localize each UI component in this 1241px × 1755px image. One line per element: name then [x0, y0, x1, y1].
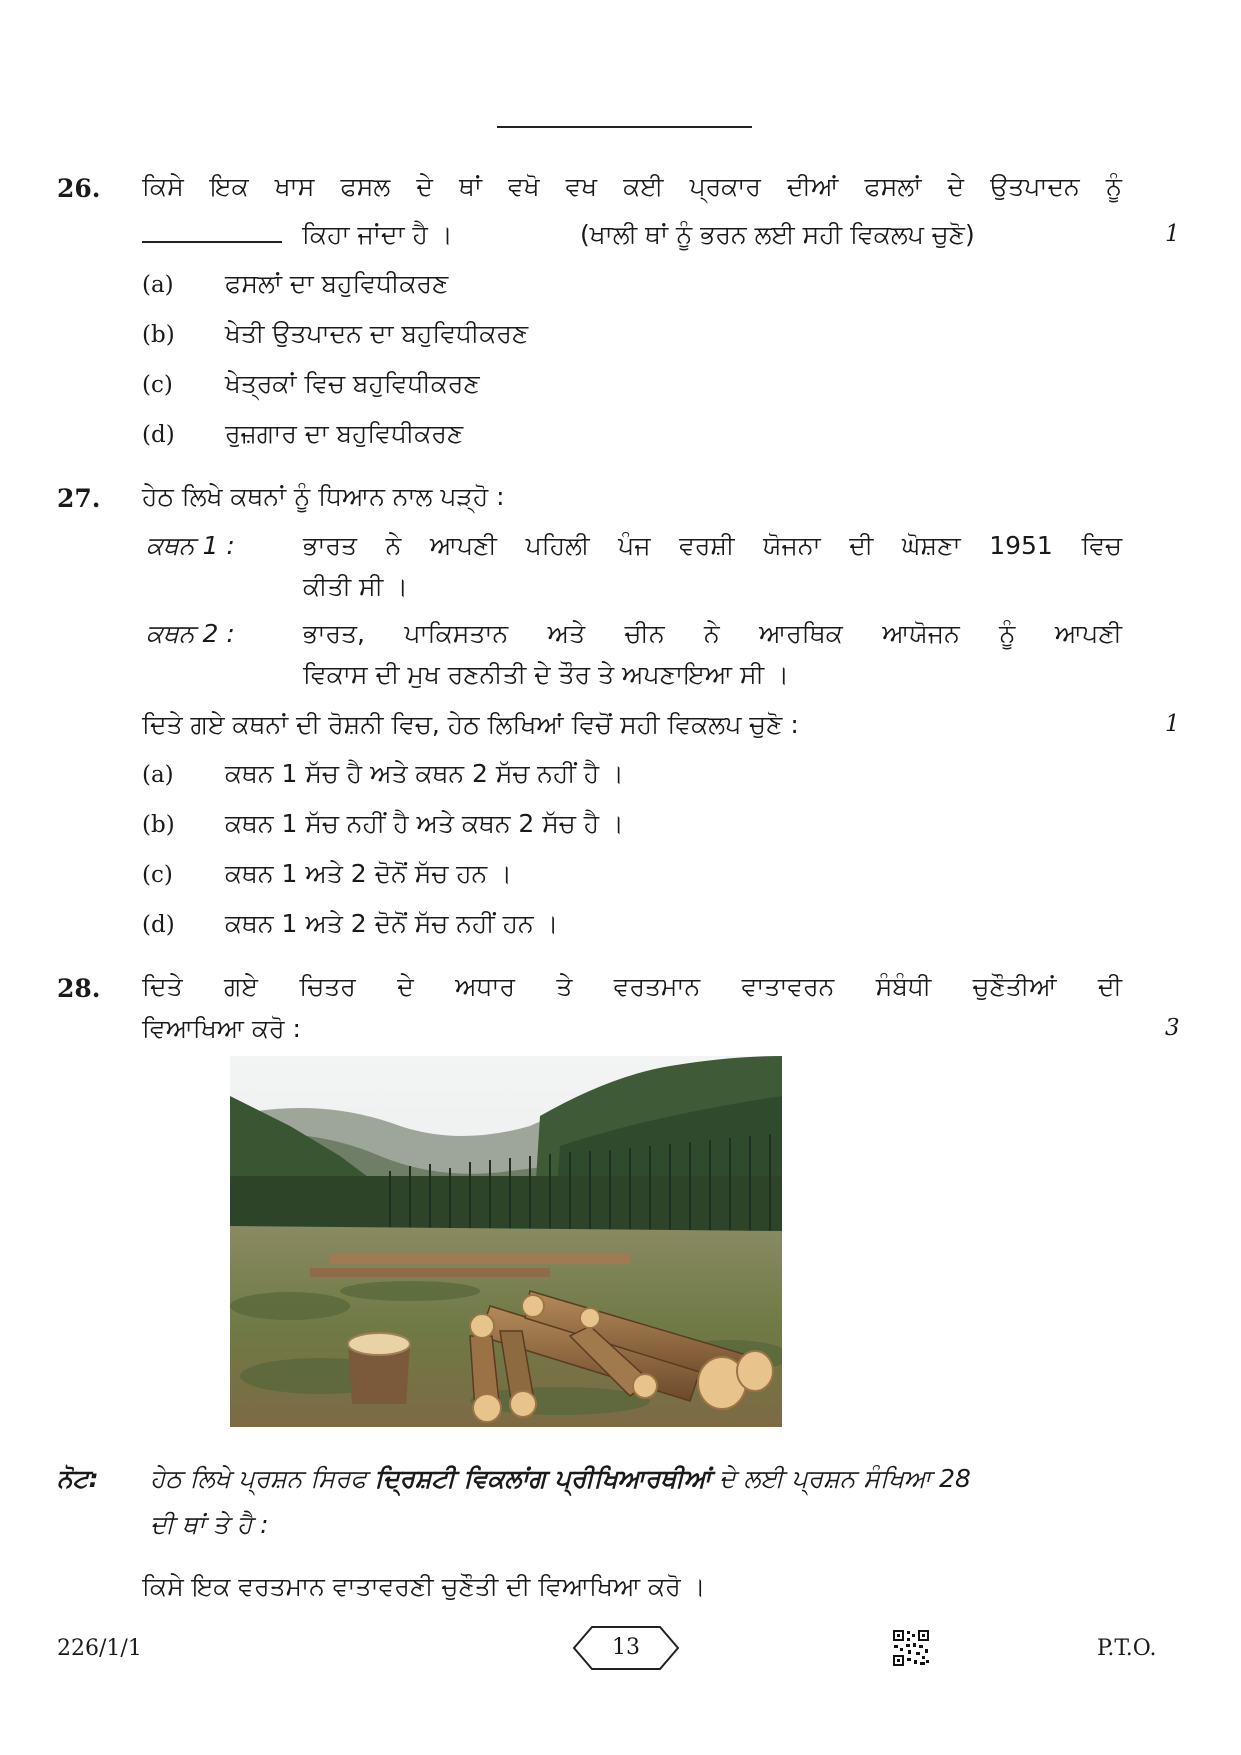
note-emphasis: ਦ੍ਰਿਸ਼ਟੀ ਵਿਕਲਾਂਗ ਪ੍ਰੀਖਿਆਰਥੀਆਂ [374, 1464, 712, 1493]
question-text: ਕਿਹਾ ਜਾਂਦਾ ਹੈ । [301, 220, 453, 249]
option-letter: (a) [142, 272, 174, 298]
qr-code-icon [892, 1629, 930, 1667]
question-prompt: ਦਿਤੇ ਗਏ ਕਥਨਾਂ ਦੀ ਰੋਸ਼ਨੀ ਵਿਚ, ਹੇਠ ਲਿਖਿਆਂ ਵਿਚੋਂ ਸਹੀ ਵਿਕਲਪ ਚੁਣੋ : [142, 710, 799, 739]
pto-label: P.T.O. [1097, 1636, 1157, 1661]
option-text: ਰੁਜ਼ਗਾਰ ਦਾ ਬਹੁਵਿਧੀਕਰਣ [225, 419, 464, 448]
alternate-question: ਕਿਸੇ ਇਕ ਵਰਤਮਾਨ ਵਾਤਾਵਰਣੀ ਚੁਣੌਤੀ ਦੀ ਵਿਆਖਿਆ ਕਰੋ । [142, 1572, 706, 1601]
note-label: ਨੋਟ: [57, 1464, 99, 1493]
top-divider [497, 126, 752, 128]
option-text: ਕਥਨ 1 ਸੱਚ ਨਹੀਂ ਹੈ ਅਤੇ ਕਥਨ 2 ਸੱਚ ਹੈ । [225, 809, 624, 838]
instruction-text: (ਖਾਲੀ ਥਾਂ ਨੂੰ ਭਰਨ ਲਈ ਸਹੀ ਵਿਕਲਪ ਚੁਣੋ) [580, 220, 975, 249]
page-number-badge [572, 1623, 680, 1673]
option-letter: (a) [142, 762, 174, 788]
option-letter: (d) [142, 422, 175, 448]
answer-blank [142, 217, 282, 243]
statement-label: ਕਥਨ 1 : [146, 531, 235, 560]
option-letter: (c) [142, 372, 173, 398]
question-text: ਕਿਸੇ ਇਕ ਖਾਸ ਫਸਲ ਦੇ ਥਾਂ ਵਖੋ ਵਖ ਕਈ ਪ੍ਰਕਾਰ ਦੀਆਂ ਫਸਲਾਂ ਦੇ ਉਤਪਾਦਨ ਨੂੰ [142, 172, 1122, 201]
option-text: ਕਥਨ 1 ਅਤੇ 2 ਦੋਨੋਂ ਸੱਚ ਨਹੀਂ ਹਨ । [225, 909, 559, 938]
question-text: ਦਿਤੇ ਗਏ ਚਿਤਰ ਦੇ ਅਧਾਰ ਤੇ ਵਰਤਮਾਨ ਵਾਤਾਵਰਨ ਸੰਬੰਧੀ ਚੁਣੌਤੀਆਂ ਦੀ [142, 972, 1122, 1001]
option-text: ਕਥਨ 1 ਅਤੇ 2 ਦੋਨੋਂ ਸੱਚ ਹਨ । [225, 859, 512, 888]
option-text: ਕਥਨ 1 ਸੱਚ ਹੈ ਅਤੇ ਕਥਨ 2 ਸੱਚ ਨਹੀਂ ਹੈ । [225, 759, 624, 788]
question-text-line2: ਵਿਆਖਿਆ ਕਰੋ : [142, 1014, 301, 1043]
paper-code: 226/1/1 [57, 1636, 142, 1661]
statement-label: ਕਥਨ 2 : [146, 619, 235, 648]
statement-text: ਭਾਰਤ ਨੇ ਆਪਣੀ ਪਹਿਲੀ ਪੰਜ ਵਰਸ਼ੀ ਯੋਜਨਾ ਦੀ ਘੋਸ਼ਣਾ 1951 ਵਿਚ [303, 531, 1122, 560]
option-letter: (d) [142, 912, 175, 938]
marks: 3 [1165, 1015, 1180, 1041]
note-text-line2: ਦੀ ਥਾਂ ਤੇ ਹੈ : [150, 1510, 269, 1539]
question-number: 26. [57, 174, 101, 203]
option-text: ਫਸਲਾਂ ਦਾ ਬਹੁਵਿਧੀਕਰਣ [225, 269, 449, 298]
deforestation-photo [230, 1056, 782, 1427]
note-text-part: ਦੇ ਲਈ ਪ੍ਰਸ਼ਨ ਸੰਖਿਆ 28 [718, 1464, 971, 1493]
option-text: ਖੇਤੀ ਉਤਪਾਦਨ ਦਾ ਬਹੁਵਿਧੀਕਰਣ [225, 319, 529, 348]
option-letter: (c) [142, 862, 173, 888]
page-number: 13 [612, 1635, 640, 1660]
statement-text: ਭਾਰਤ, ਪਾਕਿਸਤਾਨ ਅਤੇ ਚੀਨ ਨੇ ਆਰਥਿਕ ਆਯੋਜਨ ਨੂੰ ਆਪਣੀ [303, 619, 1122, 648]
marks: 1 [1165, 221, 1180, 247]
statement-text-line2: ਕੀਤੀ ਸੀ । [303, 572, 409, 601]
option-letter: (b) [142, 812, 175, 838]
note-text-part: ਹੇਠ ਲਿਖੇ ਪ੍ਰਸ਼ਨ ਸਿਰਫ [150, 1464, 367, 1493]
option-text: ਖੇਤ੍ਰਕਾਂ ਵਿਚ ਬਹੁਵਿਧੀਕਰਣ [225, 369, 480, 398]
question-number: 27. [57, 484, 101, 513]
marks: 1 [1165, 711, 1180, 737]
question-number: 28. [57, 974, 101, 1003]
question-text: ਹੇਠ ਲਿਖੇ ਕਥਨਾਂ ਨੂੰ ਧਿਆਨ ਨਾਲ ਪੜ੍ਹੋ : [142, 482, 505, 511]
note-text [150, 1460, 1122, 1498]
option-letter: (b) [142, 322, 175, 348]
statement-text-line2: ਵਿਕਾਸ ਦੀ ਮੁਖ ਰਣਨੀਤੀ ਦੇ ਤੌਰ ਤੇ ਅਪਣਾਇਆ ਸੀ । [303, 660, 789, 689]
